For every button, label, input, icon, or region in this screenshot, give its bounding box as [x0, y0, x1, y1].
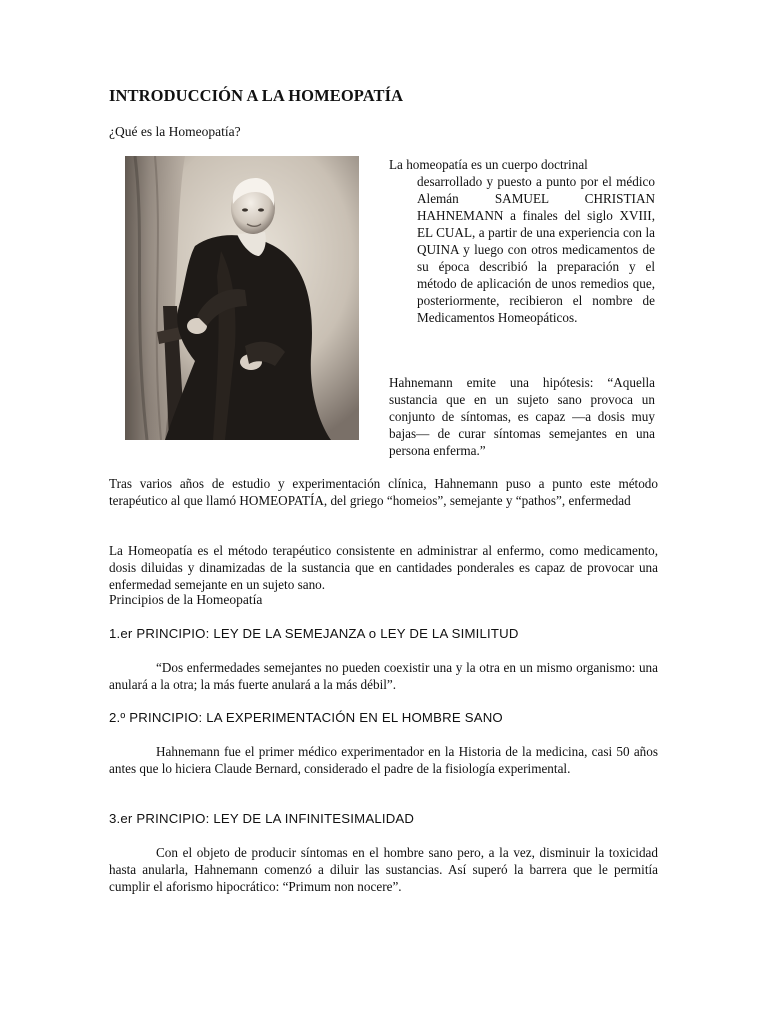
principles-heading: Principios de la Homeopatía: [109, 592, 263, 607]
intro-rest: desarrollado y puesto a punto por el médico Alemán SAMUEL CHRISTIAN HAHNEMANN a finales del siglo XVIII, EL CUAL, a partir de una experiencia con la QUINA y luego con otros medicamentos de su época describió la preparación y el método de aplicación de unos remedios que, posteriormente, recibieron el nombre de Medicamentos Homeopáticos.: [417, 174, 655, 325]
principle-3-text: Con el objeto de producir síntomas en el hombre sano pero, a la vez, disminuir la toxicidad hasta anularla, Hahnemann comenzó a diluir las sustancias. Así superó la barrera que le permitía cumplir el aforismo hipocrático: “Primum non nocere”.: [109, 845, 658, 894]
hahnemann-portrait: [125, 156, 359, 440]
principle-3-heading: 3.er PRINCIPIO: LEY DE LA INFINITESIMALIDAD: [109, 811, 415, 826]
principle-2-heading: 2.º PRINCIPIO: LA EXPERIMENTACIÓN EN EL HOMBRE SANO: [109, 710, 503, 725]
definition-paragraph: La Homeopatía es el método terapéutico consistente en administrar al enfermo, como medicamento, dosis diluidas y dinamizadas de la sustancia que en cantidades ponderales es capaz de provocar una enfermedad semejante en un sujeto sano.: [109, 543, 658, 592]
page-title: INTRODUCCIÓN A LA HOMEOPATÍA: [109, 86, 404, 105]
intro-paragraph: [389, 156, 655, 326]
principle-1-heading: 1.er PRINCIPIO: LEY DE LA SEMEJANZA o LEY DE LA SIMILITUD: [109, 626, 519, 641]
intro-first-line: La homeopatía es un cuerpo doctrinal: [389, 157, 588, 172]
hypothesis-paragraph: Hahnemann emite una hipótesis: “Aquella sustancia que en un sujeto sano provoca un conjunto de síntomas, es capaz —a dosis muy bajas— de curar síntomas semejantes en una persona enferma.”: [389, 375, 655, 458]
principle-1-text: “Dos enfermedades semejantes no pueden coexistir una y la otra en un mismo organismo: una anulará a la otra; la más fuerte anulará a la más débil”.: [109, 660, 658, 692]
subtitle: ¿Qué es la Homeopatía?: [109, 124, 241, 139]
principle-2-text: Hahnemann fue el primer médico experimentador en la Historia de la medicina, casi 50 años antes que lo hiciera Claude Bernard, considerado el padre de la fisiología experimental.: [109, 744, 658, 776]
history-paragraph: Tras varios años de estudio y experimentación clínica, Hahnemann puso a punto este método terapéutico al que llamó HOMEOPATÍA, del griego “homeios”, semejante y “pathos”, enfermedad: [109, 476, 658, 508]
